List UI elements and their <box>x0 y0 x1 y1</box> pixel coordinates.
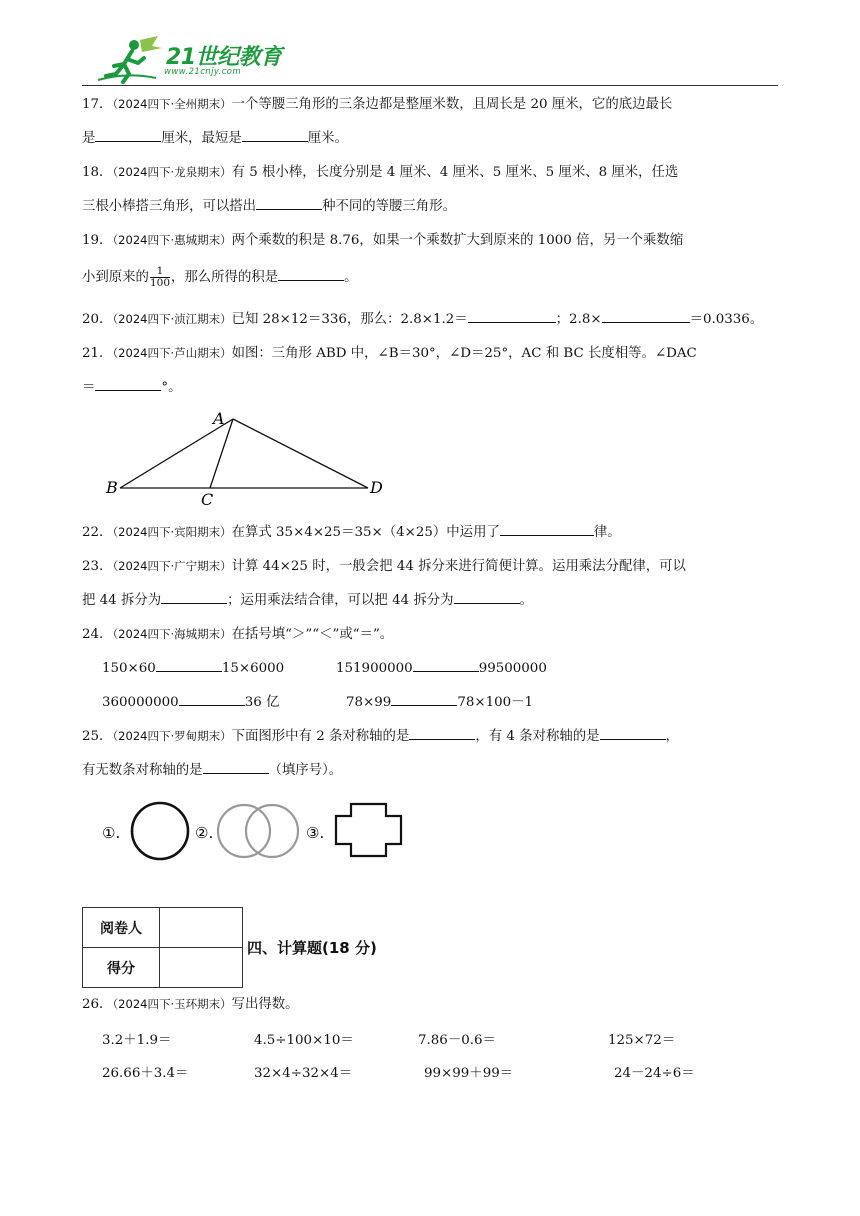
symmetry-shapes-figure <box>100 800 410 864</box>
overlap-circle-left <box>218 805 270 857</box>
q23-source: （2024四下·广宁期末） <box>112 559 232 573</box>
answer-blank <box>156 659 222 672</box>
label-c: C <box>201 490 214 509</box>
answer-blank <box>468 310 556 323</box>
answer-blank <box>179 693 245 706</box>
overlap-circle-right <box>246 805 298 857</box>
answer-blank <box>391 693 457 706</box>
shape-label-1: ①. <box>102 824 121 842</box>
q26-source: （2024四下·玉环期末） <box>112 997 232 1011</box>
answer-blank <box>602 310 690 323</box>
q24-item-1: 150×60 15×6000 <box>102 661 285 676</box>
logo <box>96 36 286 84</box>
circle-shape <box>132 803 188 859</box>
q18-line-1: 18．（2024四下·龙泉期末）有 5 根小棒，长度分别是 4 厘米、4 厘米、5 厘米、5 厘米、8 厘米，任选 <box>82 165 679 180</box>
fraction: $\frac{1}{100}$ <box>149 265 170 289</box>
shape-label-2: ②. <box>195 824 214 842</box>
q18-line-2: 三根小棒搭三角形，可以搭出 种不同的等腰三角形。 <box>82 199 456 214</box>
q17-line-1: 17．（2024四下·全州期末）一个等腰三角形的三条边都是整厘米数，且周长是 20 厘米，它的底边最长 <box>82 97 673 112</box>
calc-item-4: 125×72＝ <box>608 1033 676 1048</box>
q19-line-2: 小到原来的 $\frac{1}{100}$ ，那么所得的积是 。 <box>82 265 358 289</box>
answer-blank <box>278 268 344 281</box>
calc-item-7: 99×99＋99＝ <box>424 1066 514 1081</box>
q20-source: （2024四下·浈江期末） <box>112 312 232 326</box>
answer-blank <box>203 761 269 774</box>
shape-label-3: ③. <box>306 824 325 842</box>
q18-source: （2024四下·龙泉期末） <box>112 165 232 179</box>
answer-blank <box>500 523 594 536</box>
q22-line: 22．（2024四下·宾阳期末）在算式 35×4×25＝35×（4×25）中运用了 律。 <box>82 525 621 540</box>
section-title: 四、计算题(18 分) <box>247 939 377 957</box>
q21-line-1: 21．（2024四下·芦山期末）如图：三角形 ABD 中，∠B＝30°，∠D＝25°，AC 和 BC 长度相等。∠DAC <box>82 346 697 361</box>
reviewer-cell <box>160 908 243 948</box>
answer-blank <box>95 378 161 391</box>
triangle-abd-figure <box>100 405 400 509</box>
answer-blank <box>409 727 475 740</box>
q21-line-2: ＝ °。 <box>82 380 182 395</box>
q25-line-2: 有无数条对称轴的是 （填序号）。 <box>82 763 343 778</box>
q25-source: （2024四下·罗甸期末） <box>112 729 232 743</box>
q20-line: 20．（2024四下·浈江期末）已知 28×12＝336，那么：2.8×1.2＝ ；2.8× ＝0.0336。 <box>82 312 764 327</box>
answer-blank <box>242 129 308 142</box>
q17-line-2: 是 厘米，最短是 厘米。 <box>82 131 348 146</box>
page-header <box>82 36 778 88</box>
score-cell <box>160 948 243 988</box>
q24-item-4: 78×99 78×100－1 <box>346 695 534 710</box>
calc-item-3: 7.86－0.6＝ <box>418 1033 496 1048</box>
runner-logo-icon <box>96 36 166 84</box>
answer-blank <box>161 591 227 604</box>
calc-item-6: 32×4÷32×4＝ <box>254 1066 353 1081</box>
logo-url: www.21cnjy.com <box>164 67 242 77</box>
calc-item-2: 4.5÷100×10＝ <box>254 1033 354 1048</box>
calc-item-8: 24－24÷6＝ <box>614 1066 695 1081</box>
calc-item-1: 3.2＋1.9＝ <box>102 1033 172 1048</box>
q26-line: 26．（2024四下·玉环期末）写出得数。 <box>82 997 299 1012</box>
q19-line-1: 19．（2024四下·惠城期末）两个乘数的积是 8.76，如果一个乘数扩大到原来的 1000 倍，另一个乘数缩 <box>82 233 684 248</box>
q24-item-3: 360000000 36 亿 <box>102 695 280 710</box>
q24-source: （2024四下·海城期末） <box>112 627 232 641</box>
answer-blank <box>413 659 479 672</box>
q19-source: （2024四下·惠城期末） <box>112 233 232 247</box>
answer-blank <box>95 129 161 142</box>
q22-source: （2024四下·宾阳期末） <box>112 525 232 539</box>
cross-shape <box>336 804 401 856</box>
q21-source: （2024四下·芦山期末） <box>112 346 232 360</box>
logo-text: 21世纪教育 <box>166 45 282 70</box>
q24-line: 24．（2024四下·海城期末）在括号填“＞”“＜”或“＝”。 <box>82 627 394 642</box>
answer-blank <box>600 727 666 740</box>
label-d: D <box>370 478 383 497</box>
q25-line-1: 25．（2024四下·罗甸期末）下面图形中有 2 条对称轴的是 ，有 4 条对称轴的是 ， <box>82 729 679 744</box>
grading-table <box>82 907 243 988</box>
header-divider <box>82 85 778 86</box>
label-a: A <box>213 409 225 428</box>
calc-item-5: 26.66＋3.4＝ <box>102 1066 189 1081</box>
reviewer-label: 阅卷人 <box>83 908 160 948</box>
q23-line-2: 把 44 拆分为 ；运用乘法结合律，可以把 44 拆分为 。 <box>82 593 533 608</box>
answer-blank <box>256 197 322 210</box>
score-label: 得分 <box>83 948 160 988</box>
q24-item-2: 151900000 99500000 <box>336 661 547 676</box>
answer-blank <box>454 591 520 604</box>
q17-source: （2024四下·全州期末） <box>112 97 232 111</box>
q23-line-1: 23．（2024四下·广宁期末）计算 44×25 时，一般会把 44 拆分来进行简便计算。运用乘法分配律，可以 <box>82 559 686 574</box>
label-b: B <box>106 478 118 497</box>
